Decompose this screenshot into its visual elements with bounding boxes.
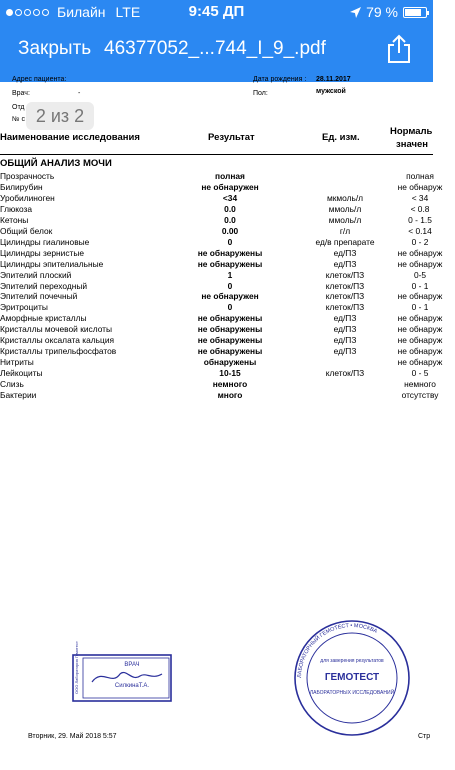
footer-page: Стр [418, 733, 431, 740]
close-button[interactable]: Закрыть [18, 38, 92, 59]
address-label: Адрес пациента: [12, 76, 67, 83]
row-name: Эпителий плоский [0, 269, 72, 280]
row-result: не обнаружены [197, 313, 263, 324]
footer-date: Вторник, 29. Май 2018 5:57 [28, 733, 117, 740]
row-unit: ед/ПЗ [333, 258, 357, 269]
row-unit: клеток/ПЗ [325, 302, 365, 313]
table-row [0, 335, 443, 346]
row-name: Прозрачность [0, 171, 55, 181]
table-row [0, 204, 433, 215]
row-unit: г/л [339, 225, 351, 236]
table-row [0, 291, 443, 302]
row-result: не обнаружены [197, 346, 263, 357]
battery-icon [403, 7, 427, 18]
row-name: Эритроциты [0, 302, 48, 313]
signature-icon [92, 672, 162, 682]
table-row [0, 258, 443, 270]
row-result: 0 [227, 280, 233, 291]
row-result: 0.0 [224, 203, 236, 214]
table-row [0, 313, 443, 324]
row-result: не обнаружен [201, 291, 259, 302]
row-result: полная [215, 171, 245, 181]
stamp-doctor-org: ООО Лаборатория Гемотест [74, 641, 79, 694]
section-title: ОБЩИЙ АНАЛИЗ МОЧИ [0, 158, 112, 169]
lab-stamp-top: для заверения результатов [320, 658, 384, 664]
top-bar [0, 0, 433, 82]
row-norm: не обнаруж [397, 335, 443, 346]
lab-stamp [292, 618, 412, 738]
page-indicator: 2 из 2 [26, 102, 94, 130]
dob-label: Дата рождения : [253, 76, 307, 83]
number-label: № с [12, 116, 25, 123]
network-type: LTE [115, 4, 141, 20]
row-name: Кристаллы трипельфосфатов [0, 346, 117, 357]
svg-text:ЛАБОРАТОРНЫЙ ГЕМОТЕСТ • МОСКВА [297, 623, 378, 678]
row-norm: не обнаруж [397, 181, 443, 192]
row-result: не обнаружены [197, 258, 263, 269]
row-result: не обнаружены [197, 324, 263, 335]
lab-stamp-brand: ГЕМОТЕСТ [324, 672, 380, 683]
row-norm: 0 - 1 [411, 302, 429, 313]
table-row [0, 226, 433, 237]
row-result: 10-15 [219, 368, 241, 379]
row-norm: полная [406, 171, 434, 181]
battery-percent: 79 % [366, 4, 398, 20]
table-row [0, 171, 433, 182]
status-bar [0, 0, 433, 24]
table-row [0, 247, 443, 259]
row-unit: ед/ПЗ [333, 324, 357, 335]
row-norm: не обнаруж [397, 258, 443, 269]
sex-label: Пол: [253, 90, 268, 97]
row-norm: не обнаруж [397, 247, 443, 258]
row-name: Общий белок [0, 225, 53, 236]
row-unit: ед/в препарате [315, 236, 375, 247]
header-result: Результат [208, 132, 255, 143]
row-name: Цилиндры эпителиальные [0, 258, 104, 269]
table-row [0, 193, 433, 204]
table-row [0, 302, 433, 313]
lab-stamp-ring: ЛАБОРАТОРНЫЙ ГЕМОТЕСТ • МОСКВА [296, 622, 378, 679]
row-name: Эпителий почечный [0, 291, 78, 302]
row-unit: ммоль/л [328, 203, 362, 214]
file-name: 46377052_...744_I_9_.pdf [104, 38, 326, 59]
row-norm: < 0.14 [408, 225, 432, 236]
row-unit: клеток/ПЗ [325, 280, 365, 291]
row-result: не обнаружены [197, 335, 263, 346]
doctor-value: - [78, 90, 81, 97]
row-norm: 0 - 1 [411, 280, 429, 291]
row-norm: не обнаруж [397, 357, 443, 368]
header-divider [0, 154, 433, 155]
header-name: Наименование исследования [0, 132, 140, 143]
row-unit: ммоль/л [328, 214, 362, 225]
dept-label: Отд [12, 104, 25, 111]
row-unit: клеток/ПЗ [325, 368, 365, 379]
doctor-label: Врач: [12, 90, 30, 97]
sex-value: мужской [316, 88, 346, 95]
row-name: Кристаллы мочевой кислоты [0, 324, 113, 335]
table-row [0, 346, 443, 357]
stamp-doctor-title: ВРАЧ [124, 662, 140, 668]
row-name: Лейкоциты [0, 368, 43, 379]
row-norm: < 0.8 [410, 203, 430, 214]
table-row [0, 281, 433, 292]
row-result: не обнаружен [201, 181, 259, 192]
table-row [0, 181, 443, 193]
row-name: Глюкоза [0, 203, 33, 214]
location-arrow-icon [350, 7, 361, 18]
table-row [0, 368, 433, 379]
row-name: Эпителий переходный [0, 280, 88, 291]
row-unit: ед/ПЗ [333, 247, 357, 258]
dob-value: 28.11.2017 [316, 76, 351, 83]
table-row [0, 215, 433, 226]
row-result: 0 [227, 302, 233, 313]
row-result: много [217, 390, 243, 400]
stamp-doctor-name: СилкинаТ.А. [114, 683, 150, 689]
row-unit: ед/ПЗ [333, 313, 357, 324]
row-name: Цилиндры зернистые [0, 247, 85, 258]
row-norm: отсутству [401, 390, 439, 400]
row-result: <34 [222, 192, 238, 203]
row-norm: 0 - 2 [411, 236, 429, 247]
header-unit: Ед. изм. [322, 132, 360, 143]
nav-bar [0, 30, 433, 70]
row-norm: 0 - 5 [411, 368, 429, 379]
row-unit: ед/ПЗ [333, 346, 357, 357]
header-norm-1: Нормаль [390, 126, 433, 137]
row-norm: < 34 [411, 192, 429, 203]
row-norm: не обнаруж [397, 346, 443, 357]
table-row [0, 357, 443, 368]
row-result: немного [212, 379, 248, 390]
row-name: Уробилиноген [0, 192, 55, 203]
doctor-stamp [72, 641, 172, 702]
row-norm: не обнаруж [397, 313, 443, 324]
row-name: Нитриты [0, 357, 34, 368]
table-row [0, 379, 436, 390]
row-unit: ед/ПЗ [333, 335, 357, 346]
row-norm: не обнаруж [397, 291, 443, 302]
row-norm: 0 - 1.5 [408, 214, 432, 225]
row-name: Кетоны [0, 214, 29, 225]
row-name: Бактерии [0, 390, 37, 400]
row-norm: 0-5 [413, 269, 427, 280]
row-unit: клеток/ПЗ [325, 269, 365, 280]
status-right [350, 4, 427, 20]
row-unit: клеток/ПЗ [325, 291, 365, 302]
row-norm: немного [404, 379, 436, 390]
header-norm-2: значен [396, 139, 429, 150]
row-result: 1 [227, 269, 233, 280]
table-row [0, 324, 443, 335]
lab-stamp-bottom: ЛАБОРАТОРНЫХ ИССЛЕДОВАНИЙ [309, 690, 395, 696]
table-row [0, 270, 433, 281]
row-name: Аморфные кристаллы [0, 313, 87, 324]
row-name: Слизь [0, 379, 24, 390]
row-result: обнаружены [203, 357, 257, 368]
row-result: 0.0 [224, 214, 236, 225]
pdf-page[interactable] [0, 76, 443, 770]
table-row [0, 237, 433, 248]
row-result: не обнаружены [197, 247, 263, 258]
row-unit: мкмоль/л [326, 192, 364, 203]
share-icon[interactable] [385, 34, 413, 64]
carrier-name: Билайн [57, 4, 106, 20]
clock: 9:45 ДП [188, 3, 245, 20]
row-result: 0.00 [221, 225, 239, 236]
table-row [0, 390, 439, 401]
row-name: Билирубин [0, 181, 43, 192]
row-result: 0 [227, 236, 233, 247]
row-name: Цилиндры гиалиновые [0, 236, 90, 247]
row-norm: не обнаруж [397, 324, 443, 335]
row-name: Кристаллы оксалата кальция [0, 335, 115, 346]
